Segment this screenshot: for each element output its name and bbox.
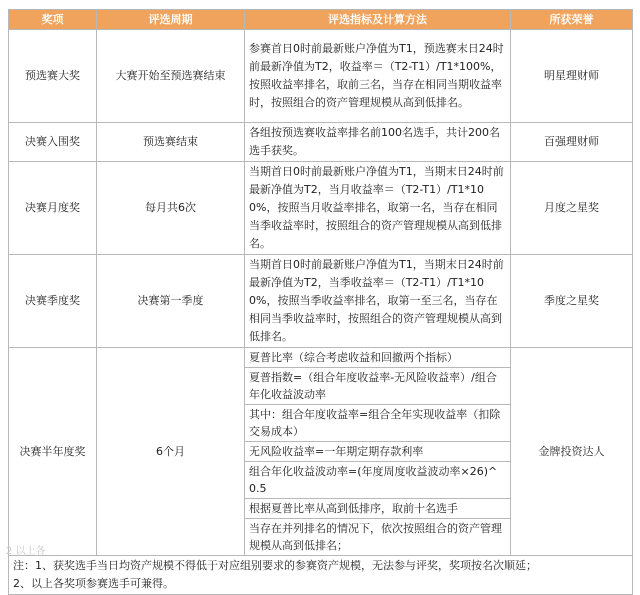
- method-cell: 当期首日0时前最新账户净值为T1，当期末日24时前最新净值为T2，当月收益率＝（T2-T1）/T1*100%，按照当月收益率排名，取第一名，当存在相同当季收益率时，按照组合的资产管理规模从高到低排名。: [245, 162, 511, 255]
- notes-cell: [9, 556, 633, 595]
- award-cell: 决赛半年度奖: [9, 348, 97, 556]
- method-line: 根据夏普比率从高到低排序，取前十名选手: [245, 499, 511, 519]
- awards-table: [8, 9, 633, 595]
- method-line: 当存在并列排名的情况下，依次按照组合的资产管理规模从高到低排名；: [245, 519, 511, 556]
- method-cell: 各组按预选赛收益率排名前100名选手，共计200名选手获奖。: [245, 123, 511, 162]
- notes-row: [9, 556, 633, 595]
- period-cell: 预选赛结束: [97, 123, 245, 162]
- honor-cell: 金牌投资达人: [511, 348, 633, 556]
- note-line: 2、以上各奖项参赛选手可兼得。: [13, 577, 174, 590]
- table-row: [9, 255, 633, 348]
- table-row: [9, 348, 633, 368]
- note-line: 注：1、获奖选手当日均资产规模不得低于对应组别要求的参赛资产规模，无法参与评奖，奖项按名次顺延；: [13, 559, 537, 572]
- honor-cell: 月度之星奖: [511, 162, 633, 255]
- watermark: 2 以上各: [6, 546, 46, 557]
- honor-cell: 季度之星奖: [511, 255, 633, 348]
- table-row: [9, 162, 633, 255]
- award-cell: 决赛月度奖: [9, 162, 97, 255]
- header-period: 评选周期: [97, 10, 245, 30]
- period-cell: 大赛开始至预选赛结束: [97, 30, 245, 123]
- honor-cell: 百强理财师: [511, 123, 633, 162]
- method-cell: 参赛首日0时前最新账户净值为T1，预选赛末日24时前最新净值为T2，收益率＝（T2-T1）/T1*100%，按照收益率排名，取前三名，当存在相同当期收益率时，按照组合的资产管理规模从高到低排名。: [245, 30, 511, 123]
- method-line: 组合年化收益波动率=(年度周度收益波动率×26)^0.5: [245, 462, 511, 499]
- period-cell: 决赛第一季度: [97, 255, 245, 348]
- award-cell: 预选赛大奖: [9, 30, 97, 123]
- honor-cell: 明星理财师: [511, 30, 633, 123]
- header-award: 奖项: [9, 10, 97, 30]
- table-row: [9, 30, 633, 123]
- method-line: 夏普比率（综合考虑收益和回撤两个指标）: [245, 348, 511, 368]
- table-row: [9, 123, 633, 162]
- period-cell: 每月共6次: [97, 162, 245, 255]
- award-cell: 决赛入围奖: [9, 123, 97, 162]
- header-method: 评选指标及计算方法: [245, 10, 511, 30]
- award-cell: 决赛季度奖: [9, 255, 97, 348]
- period-cell: 6个月: [97, 348, 245, 556]
- method-line: 夏普指数=（组合年度收益率-无风险收益率）/组合年化收益波动率: [245, 368, 511, 405]
- method-cell: 当期首日0时前最新账户净值为T1，当期末日24时前最新净值为T2，当季收益率＝（T2-T1）/T1*100%，按照当季收益率排名，取第一至三名，当存在相同当季收益率时，按照组合的资产管理规模从高到低排名。: [245, 255, 511, 348]
- method-line: 其中：组合年度收益率=组合全年实现收益率（扣除交易成本）: [245, 405, 511, 442]
- method-line: 无风险收益率=一年期定期存款利率: [245, 442, 511, 462]
- header-honor: 所获荣誉: [511, 10, 633, 30]
- table-header-row: [9, 10, 633, 30]
